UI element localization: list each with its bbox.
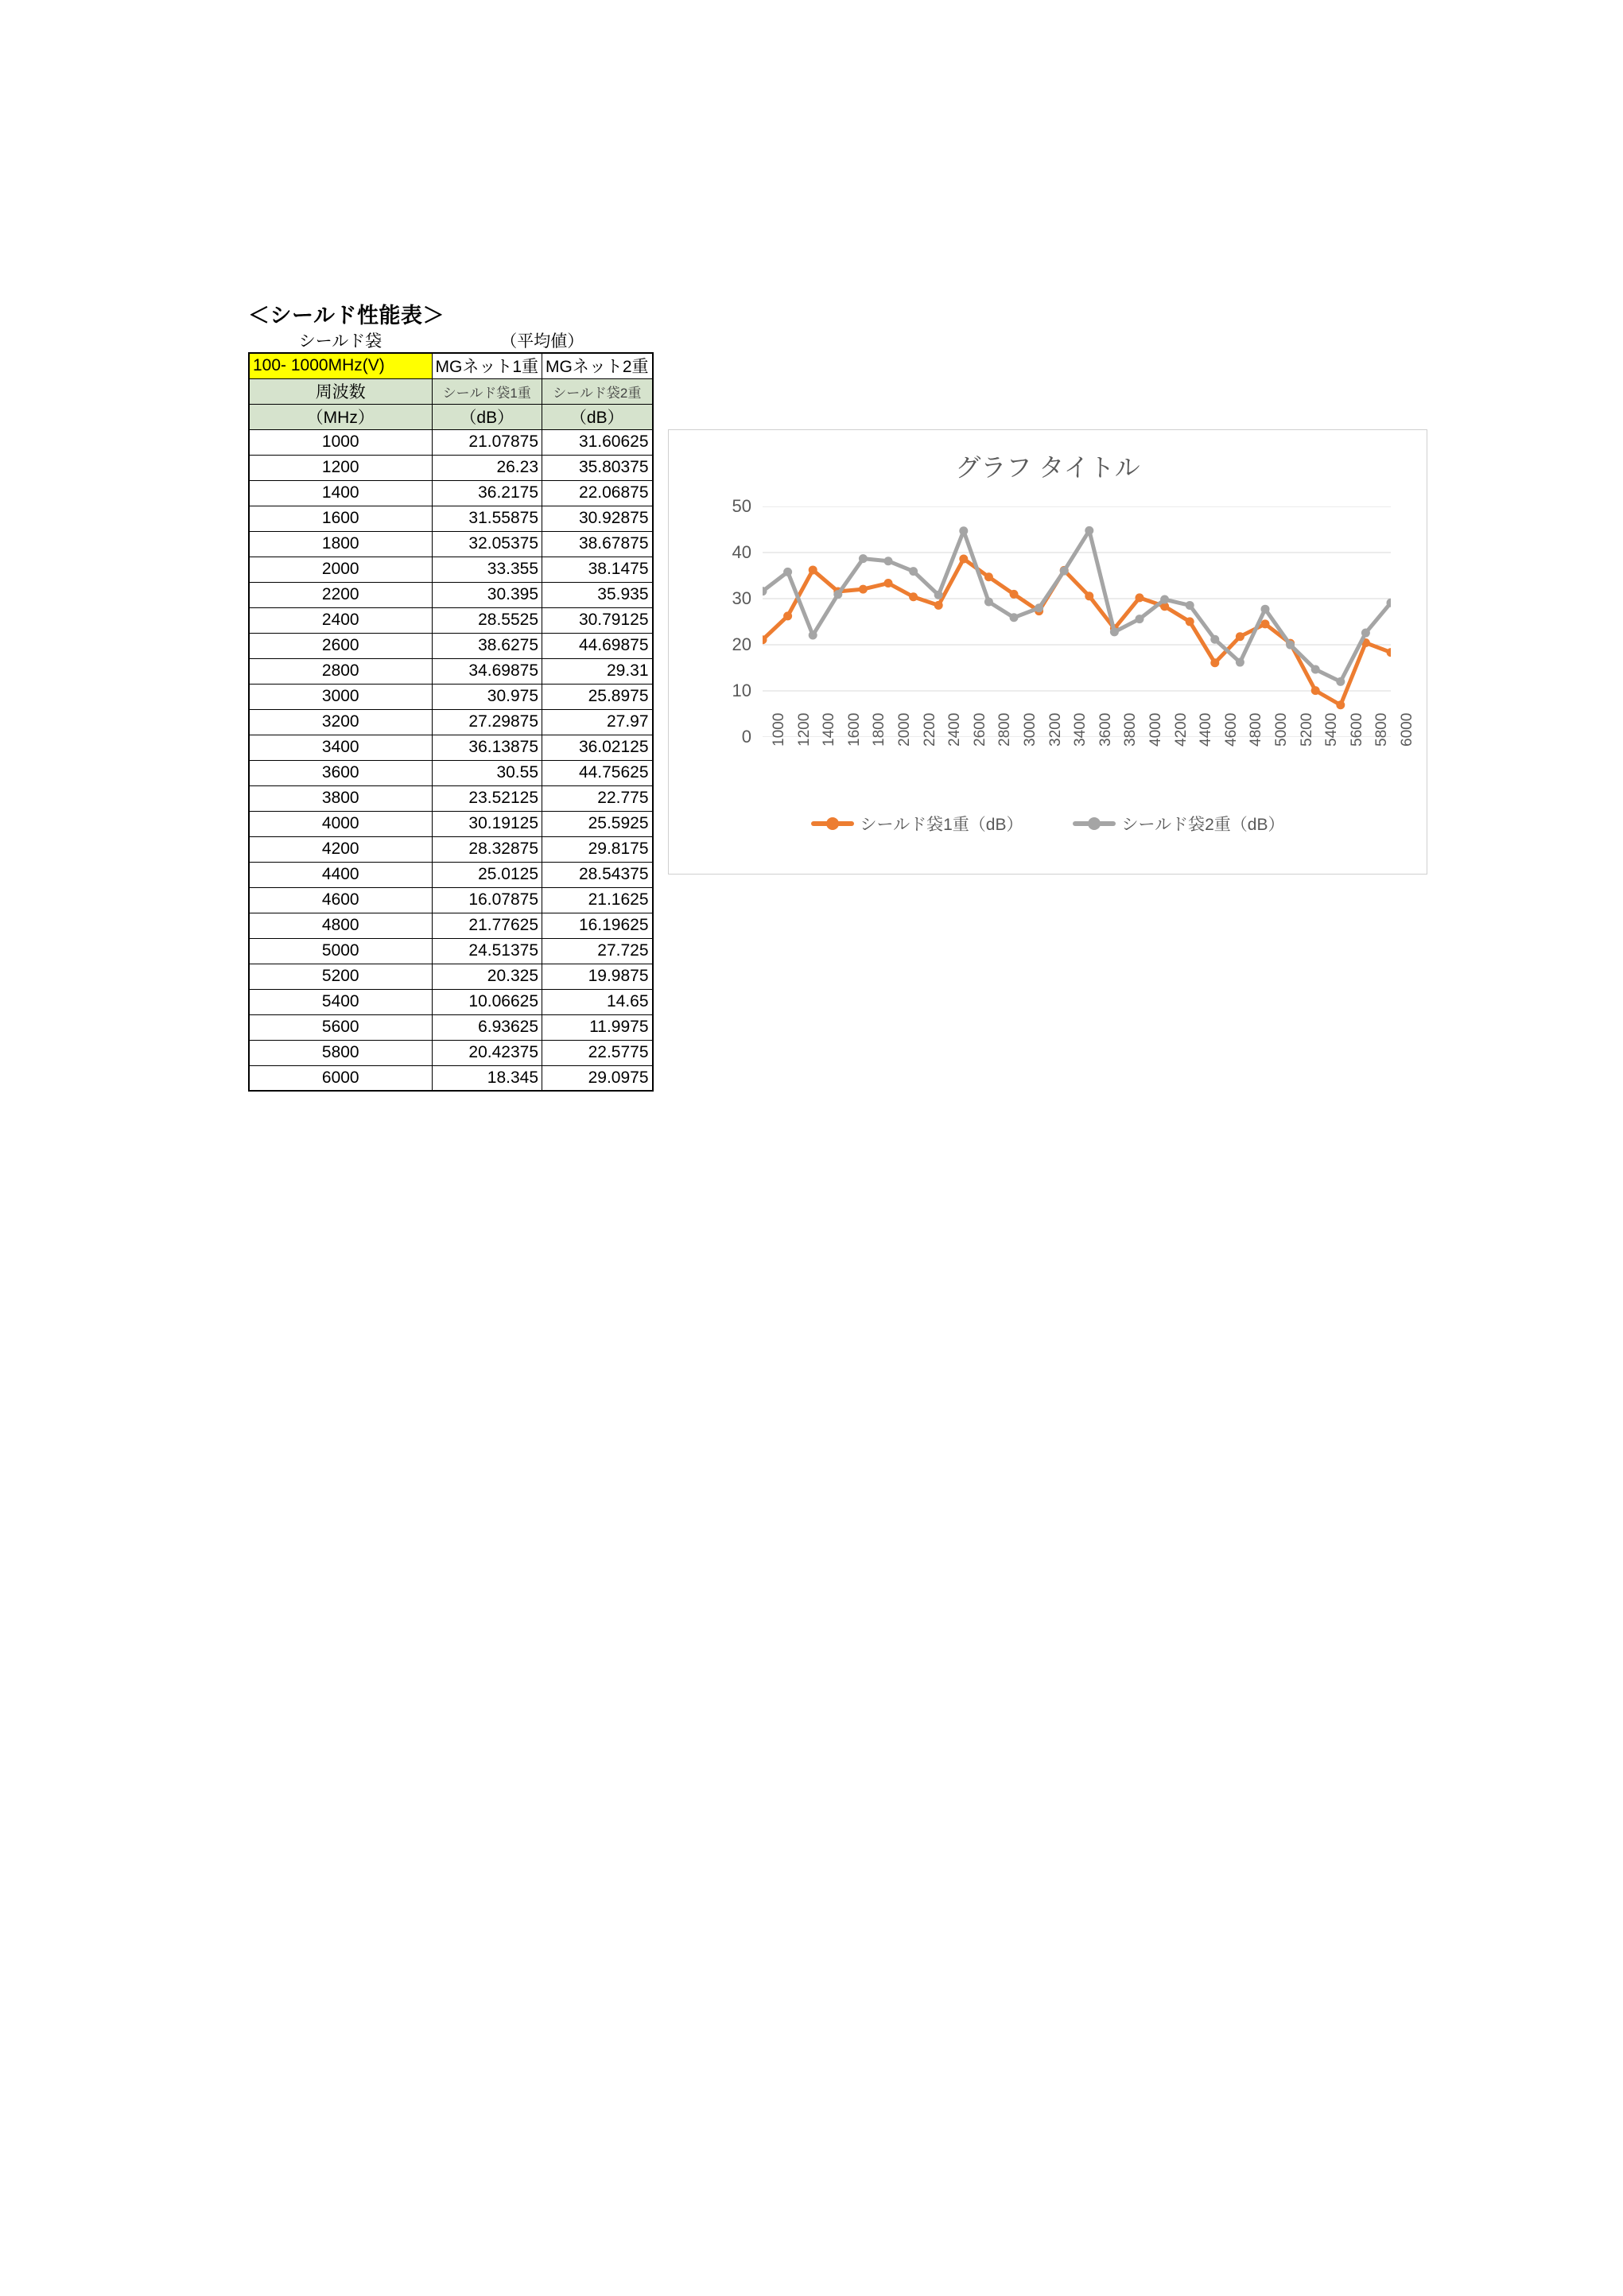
table-row [249,506,653,531]
chart-data-point [909,567,918,576]
cell-frequency: 3600 [249,760,432,785]
cell-frequency: 5400 [249,989,432,1014]
cell-series2: 29.8175 [542,836,653,862]
x-axis-tick-label: 5000 [1273,712,1290,747]
cell-series2: 27.97 [542,709,653,735]
cell-series2: 16.19625 [542,913,653,938]
table-row [249,811,653,836]
cell-series2: 36.02125 [542,735,653,760]
chart-data-point [1311,665,1320,674]
chart-data-point [1085,591,1093,600]
x-axis-tick-label: 5200 [1298,712,1315,747]
cell-series2: 38.1475 [542,557,653,582]
cell-series2: 22.06875 [542,480,653,506]
header-mgnet-2: MGネット2重 [542,353,653,378]
chart-data-point [1085,526,1093,535]
cell-series1: 32.05375 [432,531,542,557]
cell-series1: 36.2175 [432,480,542,506]
cell-frequency: 3200 [249,709,432,735]
label-shield-bag: シールド袋 [298,332,382,351]
chart-data-point [1261,605,1270,614]
cell-series2: 29.0975 [542,1065,653,1091]
cell-series2: 35.80375 [542,455,653,480]
x-axis-tick-label: 4400 [1198,712,1215,747]
cell-series1: 26.23 [432,455,542,480]
header-frequency-unit: （MHz） [249,404,432,429]
table-row [249,785,653,811]
x-axis-tick-label: 2400 [946,712,964,747]
legend-swatch-icon [811,821,854,826]
cell-series1: 30.975 [432,684,542,709]
legend-label: シールド袋1重（dB） [860,816,1023,834]
table-header-row-1 [249,353,653,378]
cell-series2: 44.75625 [542,760,653,785]
cell-series1: 34.69875 [432,658,542,684]
cell-series2: 14.65 [542,989,653,1014]
chart-container [668,429,1427,875]
chart-data-point [909,592,918,601]
cell-series2: 11.9975 [542,1014,653,1040]
cell-series1: 18.345 [432,1065,542,1091]
y-axis-tick-label: 40 [732,542,751,562]
chart-data-point [1186,617,1194,626]
chart-data-point [1060,567,1069,576]
x-axis-tick-label: 1200 [795,712,813,747]
cell-frequency: 4600 [249,887,432,913]
table-row [249,658,653,684]
chart-data-point [783,568,792,576]
cell-series2: 29.31 [542,658,653,684]
cell-frequency: 3400 [249,735,432,760]
table-row [249,429,653,455]
cell-series1: 10.06625 [432,989,542,1014]
cell-frequency: 4200 [249,836,432,862]
cell-series2: 38.67875 [542,531,653,557]
x-axis-tick-label: 1000 [771,712,787,747]
cell-series1: 25.0125 [432,862,542,887]
chart-title: グラフ タイトル [955,453,1140,482]
chart-data-point [859,585,868,594]
x-axis-tick-label: 4800 [1248,712,1265,747]
cell-series2: 27.725 [542,938,653,964]
cell-series1: 24.51375 [432,938,542,964]
cell-series2: 31.60625 [542,429,653,455]
x-axis-tick-label: 3200 [1046,712,1064,747]
legend-swatch-icon [1073,821,1116,826]
chart-data-point [984,572,993,581]
cell-frequency: 1000 [249,429,432,455]
chart-data-point [1286,641,1295,650]
chart-data-point [1210,635,1219,644]
cell-frequency: 2000 [249,557,432,582]
cell-series1: 28.5525 [432,607,542,633]
cell-series2: 21.1625 [542,887,653,913]
cell-series1: 31.55875 [432,506,542,531]
cell-frequency: 4800 [249,913,432,938]
chart-data-point [1336,700,1345,709]
chart-data-point [1136,593,1144,602]
table-row [249,684,653,709]
x-axis-tick-label: 3600 [1097,712,1114,747]
chart-data-point [1110,627,1119,636]
cell-frequency: 3800 [249,785,432,811]
x-axis-tick-label: 4000 [1147,712,1164,747]
chart-data-point [783,611,792,620]
cell-series1: 38.6275 [432,633,542,658]
chart-data-point [833,590,842,599]
cell-series1: 21.77625 [432,913,542,938]
chart-data-point [934,601,943,610]
table-row [249,887,653,913]
legend-item-1[interactable] [811,812,1023,836]
x-axis-tick-label: 2800 [996,712,1014,747]
cell-frequency: 5600 [249,1014,432,1040]
legend-item-2[interactable] [1073,812,1285,836]
cell-frequency: 1200 [249,455,432,480]
chart-data-point [1010,613,1019,622]
cell-frequency: 5200 [249,964,432,989]
page-title: ＜シールド性能表＞ [248,304,445,328]
x-axis-tick-label: 4600 [1222,712,1240,747]
cell-series1: 30.19125 [432,811,542,836]
table-row [249,709,653,735]
chart-data-point [959,554,968,563]
cell-frequency: 6000 [249,1065,432,1091]
chart-data-point [1311,686,1320,695]
x-axis-tick-label: 5400 [1323,712,1341,747]
chart-data-point [1210,658,1219,667]
table-row [249,862,653,887]
chart-data-point [884,557,893,565]
chart-data-point [1186,601,1194,610]
table-row [249,964,653,989]
table-row [249,480,653,506]
y-axis-tick-label: 0 [741,727,751,747]
chart-data-point [1236,632,1244,641]
data-table [248,328,654,1092]
cell-series2: 35.935 [542,582,653,607]
cell-frequency: 4000 [249,811,432,836]
chart-legend [669,812,1427,836]
cell-series1: 33.355 [432,557,542,582]
cell-frequency: 2400 [249,607,432,633]
chart-data-point [1160,595,1169,604]
chart-data-point [809,631,817,640]
header-series1-unit: （dB） [432,404,542,429]
cell-frequency: 2800 [249,658,432,684]
header-series2-label: シールド袋2重 [542,378,653,404]
cell-series2: 25.8975 [542,684,653,709]
cell-series1: 30.395 [432,582,542,607]
chart-data-point [809,565,817,574]
cell-frequency: 5800 [249,1040,432,1065]
shield-performance-table [248,328,654,1092]
chart-data-point [1236,658,1244,667]
table-row [249,836,653,862]
table-row [249,531,653,557]
cell-frequency: 1800 [249,531,432,557]
chart-data-point [884,579,893,588]
chart-data-point [1336,677,1345,686]
chart-data-point [1261,619,1270,628]
cell-series1: 20.42375 [432,1040,542,1065]
cell-series1: 27.29875 [432,709,542,735]
cell-series2: 22.775 [542,785,653,811]
label-average: （平均値） [500,332,584,351]
cell-series2: 30.92875 [542,506,653,531]
header-frequency-label: 周波数 [249,378,432,404]
chart-data-point [934,591,943,599]
chart-data-point [1010,590,1019,599]
cell-series1: 30.55 [432,760,542,785]
cell-frequency: 3000 [249,684,432,709]
chart-plot-area [732,496,1415,747]
cell-frequency: 4400 [249,862,432,887]
x-axis-tick-label: 1400 [821,712,838,747]
x-axis-tick-label: 3000 [1022,712,1039,747]
cell-series1: 28.32875 [432,836,542,862]
header-series1-label: シールド袋1重 [432,378,542,404]
table-row [249,1040,653,1065]
table-row [249,760,653,785]
x-axis-tick-label: 6000 [1399,712,1415,747]
chart-data-point [1136,615,1144,623]
table-row [249,1065,653,1091]
x-axis-tick-label: 5600 [1348,712,1365,747]
cell-series2: 44.69875 [542,633,653,658]
header-series2-unit: （dB） [542,404,653,429]
table-header-row-2 [249,378,653,404]
cell-series1: 21.07875 [432,429,542,455]
x-axis-tick-label: 3400 [1072,712,1089,747]
cell-frequency: 2600 [249,633,432,658]
cell-series1: 16.07875 [432,887,542,913]
chart-series-line-1 [763,559,1391,705]
y-axis-tick-label: 20 [732,634,751,654]
table-row [249,938,653,964]
cell-frequency: 2200 [249,582,432,607]
cell-series2: 30.79125 [542,607,653,633]
table-row [249,989,653,1014]
x-axis-tick-label: 4200 [1172,712,1190,747]
x-axis-tick-label: 2600 [971,712,988,747]
y-axis-tick-label: 50 [732,496,751,516]
chart-data-point [859,554,868,563]
chart-svg [763,506,1391,737]
cell-series2: 22.5775 [542,1040,653,1065]
chart-data-point [1361,629,1370,638]
x-axis-tick-label: 2000 [896,712,913,747]
table-caption-row [249,328,653,353]
table-row [249,557,653,582]
y-axis-tick-label: 30 [732,588,751,608]
cell-series1: 36.13875 [432,735,542,760]
table-row [249,1014,653,1040]
cell-series2: 28.54375 [542,862,653,887]
cell-series1: 6.93625 [432,1014,542,1040]
x-axis-tick-label: 1600 [845,712,863,747]
cell-frequency: 1600 [249,506,432,531]
table-row [249,582,653,607]
table-row [249,455,653,480]
legend-label: シールド袋2重（dB） [1121,816,1285,834]
x-axis-tick-label: 2200 [921,712,938,747]
header-mgnet-1: MGネット1重 [432,353,542,378]
x-axis-tick-label: 5800 [1373,712,1391,747]
cell-frequency: 1400 [249,480,432,506]
table-row [249,607,653,633]
chart-data-point [1035,603,1043,612]
cell-series1: 23.52125 [432,785,542,811]
table-row [249,735,653,760]
x-axis-tick-label: 1800 [871,712,888,747]
table-row [249,913,653,938]
cell-frequency: 5000 [249,938,432,964]
header-range: 100- 1000MHz(V) [249,353,432,378]
cell-series2: 19.9875 [542,964,653,989]
y-axis-tick-label: 10 [732,681,751,700]
x-axis-tick-label: 3800 [1122,712,1140,747]
table-header-row-3 [249,404,653,429]
table-body [249,328,653,1091]
chart-data-point [984,598,993,607]
cell-series2: 25.5925 [542,811,653,836]
cell-series1: 20.325 [432,964,542,989]
table-row [249,633,653,658]
chart-data-point [959,526,968,535]
